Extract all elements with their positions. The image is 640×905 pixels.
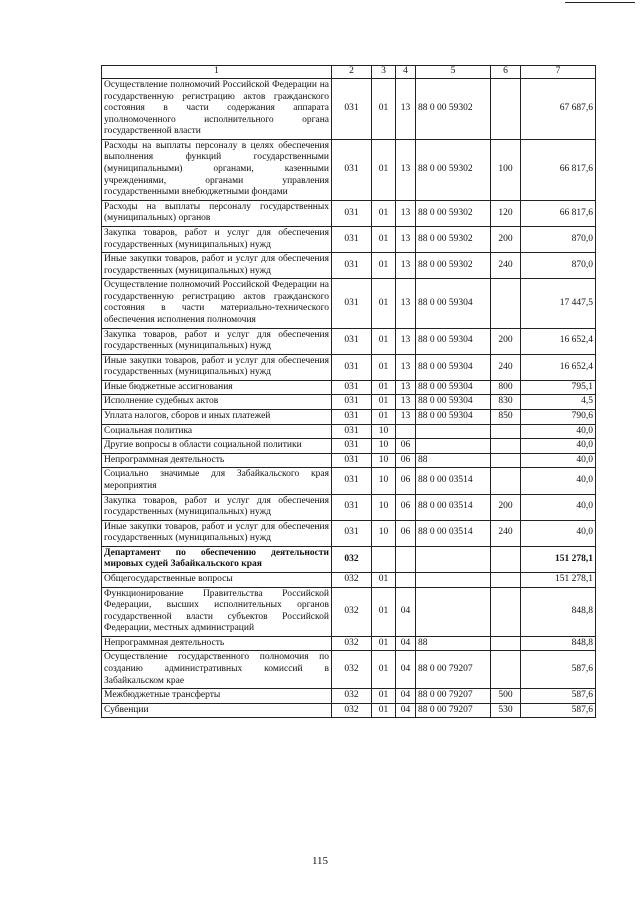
row-code-cell: 031 xyxy=(332,139,372,200)
row-subsection-cell: 13 xyxy=(396,279,416,328)
row-type-cell xyxy=(491,439,521,454)
row-type-cell xyxy=(491,79,521,140)
row-section-cell: 01 xyxy=(372,651,396,689)
row-name-cell: Расходы на выплаты персоналу государственных (муниципальных) органов xyxy=(102,200,332,226)
row-name-cell: Непрограммная деятельность xyxy=(102,453,332,468)
row-subsection-cell xyxy=(396,424,416,439)
table-row xyxy=(102,200,596,226)
row-type-cell: 200 xyxy=(491,226,521,252)
table-row xyxy=(102,279,596,328)
row-code-cell: 031 xyxy=(332,380,372,395)
row-target-cell: 88 0 00 59304 xyxy=(416,410,491,425)
row-subsection-cell: 06 xyxy=(396,520,416,546)
row-subsection-cell xyxy=(396,546,416,572)
row-amount-cell: 795,1 xyxy=(521,380,596,395)
row-amount-cell: 17 447,5 xyxy=(521,279,596,328)
row-target-cell: 88 0 00 79207 xyxy=(416,651,491,689)
row-amount-cell: 40,0 xyxy=(521,494,596,520)
row-amount-cell: 4,5 xyxy=(521,395,596,410)
row-amount-cell: 870,0 xyxy=(521,253,596,279)
budget-table xyxy=(101,65,596,718)
row-code-cell: 031 xyxy=(332,439,372,454)
row-target-cell: 88 0 00 79207 xyxy=(416,703,491,718)
table-row xyxy=(102,468,596,494)
row-amount-cell: 40,0 xyxy=(521,453,596,468)
row-target-cell xyxy=(416,572,491,587)
header-cell-6: 6 xyxy=(491,66,521,79)
row-target-cell xyxy=(416,424,491,439)
row-section-cell: 01 xyxy=(372,354,396,380)
row-target-cell xyxy=(416,587,491,636)
row-type-cell xyxy=(491,651,521,689)
row-name-cell: Осуществление полномочий Российской Федерации на государственную регистрацию актов гражданского состояния в части материально-технического обеспечения исполнения полномочия xyxy=(102,279,332,328)
row-name-cell: Закупка товаров, работ и услуг для обеспечения государственных (муниципальных) нужд xyxy=(102,226,332,252)
row-target-cell: 88 0 00 59304 xyxy=(416,380,491,395)
row-name-cell: Иные бюджетные ассигнования xyxy=(102,380,332,395)
row-subsection-cell xyxy=(396,572,416,587)
row-subsection-cell: 13 xyxy=(396,380,416,395)
row-subsection-cell: 06 xyxy=(396,453,416,468)
row-code-cell: 031 xyxy=(332,453,372,468)
row-code-cell: 031 xyxy=(332,79,372,140)
row-subsection-cell: 04 xyxy=(396,689,416,704)
row-code-cell: 031 xyxy=(332,200,372,226)
row-code-cell: 031 xyxy=(332,354,372,380)
row-subsection-cell: 06 xyxy=(396,439,416,454)
row-code-cell: 031 xyxy=(332,253,372,279)
row-name-cell: Иные закупки товаров, работ и услуг для обеспечения государственных (муниципальных) нужд xyxy=(102,354,332,380)
row-section-cell: 10 xyxy=(372,439,396,454)
row-amount-cell: 848,8 xyxy=(521,587,596,636)
row-type-cell: 530 xyxy=(491,703,521,718)
row-type-cell: 200 xyxy=(491,494,521,520)
row-code-cell: 031 xyxy=(332,410,372,425)
row-amount-cell: 587,6 xyxy=(521,651,596,689)
row-type-cell: 830 xyxy=(491,395,521,410)
row-type-cell xyxy=(491,424,521,439)
table-row xyxy=(102,572,596,587)
table-row xyxy=(102,703,596,718)
row-amount-cell: 66 817,6 xyxy=(521,139,596,200)
row-subsection-cell: 04 xyxy=(396,636,416,651)
row-code-cell: 032 xyxy=(332,636,372,651)
row-amount-cell: 67 687,6 xyxy=(521,79,596,140)
row-section-cell: 10 xyxy=(372,494,396,520)
row-amount-cell: 848,8 xyxy=(521,636,596,651)
row-target-cell xyxy=(416,546,491,572)
row-name-cell: Осуществление государственного полномочия по созданию административных комиссий в Забайкальском крае xyxy=(102,651,332,689)
row-target-cell: 88 0 00 59304 xyxy=(416,328,491,354)
row-section-cell xyxy=(372,546,396,572)
row-type-cell: 800 xyxy=(491,380,521,395)
table-row xyxy=(102,439,596,454)
row-section-cell: 01 xyxy=(372,79,396,140)
row-section-cell: 01 xyxy=(372,703,396,718)
row-target-cell: 88 xyxy=(416,453,491,468)
header-cell-2: 2 xyxy=(332,66,372,79)
table-row xyxy=(102,587,596,636)
row-subsection-cell: 06 xyxy=(396,494,416,520)
table-row xyxy=(102,520,596,546)
table-row xyxy=(102,651,596,689)
header-cell-7: 7 xyxy=(521,66,596,79)
row-name-cell: Осуществление полномочий Российской Федерации на государственную регистрацию актов гражданского состояния в части содержания аппарата уполномоченного исполнительного органа государственной власти xyxy=(102,79,332,140)
row-name-cell: Социально значимые для Забайкальского края мероприятия xyxy=(102,468,332,494)
table-row xyxy=(102,689,596,704)
row-code-cell: 032 xyxy=(332,572,372,587)
row-name-cell: Непрограммная деятельность xyxy=(102,636,332,651)
row-type-cell: 240 xyxy=(491,520,521,546)
row-name-cell: Закупка товаров, работ и услуг для обеспечения государственных (муниципальных) нужд xyxy=(102,494,332,520)
row-section-cell: 01 xyxy=(372,328,396,354)
row-section-cell: 01 xyxy=(372,636,396,651)
row-code-cell: 032 xyxy=(332,587,372,636)
row-target-cell: 88 0 00 59302 xyxy=(416,226,491,252)
row-section-cell: 01 xyxy=(372,380,396,395)
row-type-cell: 100 xyxy=(491,139,521,200)
row-type-cell: 500 xyxy=(491,689,521,704)
row-code-cell: 031 xyxy=(332,328,372,354)
row-type-cell: 120 xyxy=(491,200,521,226)
table-row xyxy=(102,328,596,354)
row-target-cell: 88 xyxy=(416,636,491,651)
row-type-cell: 240 xyxy=(491,253,521,279)
row-code-cell: 031 xyxy=(332,468,372,494)
row-name-cell: Межбюджетные трансферты xyxy=(102,689,332,704)
row-section-cell: 01 xyxy=(372,200,396,226)
row-name-cell: Общегосударственные вопросы xyxy=(102,572,332,587)
row-section-cell: 10 xyxy=(372,424,396,439)
row-section-cell: 01 xyxy=(372,410,396,425)
row-type-cell xyxy=(491,546,521,572)
row-target-cell: 88 0 00 59304 xyxy=(416,395,491,410)
row-amount-cell: 587,6 xyxy=(521,703,596,718)
table-row xyxy=(102,410,596,425)
row-section-cell: 10 xyxy=(372,453,396,468)
row-amount-cell: 40,0 xyxy=(521,468,596,494)
table-row xyxy=(102,139,596,200)
table-row xyxy=(102,395,596,410)
row-target-cell xyxy=(416,439,491,454)
row-target-cell: 88 0 00 03514 xyxy=(416,494,491,520)
row-name-cell: Субвенции xyxy=(102,703,332,718)
row-section-cell: 01 xyxy=(372,395,396,410)
row-subsection-cell: 04 xyxy=(396,651,416,689)
row-section-cell: 01 xyxy=(372,279,396,328)
row-amount-cell: 40,0 xyxy=(521,424,596,439)
row-target-cell: 88 0 00 03514 xyxy=(416,520,491,546)
row-type-cell xyxy=(491,636,521,651)
row-target-cell: 88 0 00 59302 xyxy=(416,200,491,226)
table-row xyxy=(102,380,596,395)
row-section-cell: 01 xyxy=(372,587,396,636)
row-subsection-cell: 13 xyxy=(396,200,416,226)
row-code-cell: 032 xyxy=(332,689,372,704)
row-subsection-cell: 13 xyxy=(396,410,416,425)
row-amount-cell: 587,6 xyxy=(521,689,596,704)
row-subsection-cell: 13 xyxy=(396,354,416,380)
row-subsection-cell: 06 xyxy=(396,468,416,494)
row-name-cell: Социальная политика xyxy=(102,424,332,439)
row-amount-cell: 16 652,4 xyxy=(521,354,596,380)
row-name-cell: Закупка товаров, работ и услуг для обеспечения государственных (муниципальных) нужд xyxy=(102,328,332,354)
row-type-cell xyxy=(491,468,521,494)
row-name-cell: Расходы на выплаты персоналу в целях обеспечения выполнения функций государственными (муниципальными) органами, казенными учреждениями, органами управления государственными внебюджетными фондами xyxy=(102,139,332,200)
row-section-cell: 01 xyxy=(372,139,396,200)
row-code-cell: 032 xyxy=(332,546,372,572)
row-type-cell xyxy=(491,453,521,468)
table-row xyxy=(102,636,596,651)
row-name-cell: Уплата налогов, сборов и иных платежей xyxy=(102,410,332,425)
row-target-cell: 88 0 00 59302 xyxy=(416,253,491,279)
row-code-cell: 031 xyxy=(332,226,372,252)
row-section-cell: 10 xyxy=(372,520,396,546)
table-row xyxy=(102,79,596,140)
row-subsection-cell: 13 xyxy=(396,253,416,279)
table-row xyxy=(102,494,596,520)
row-type-cell: 850 xyxy=(491,410,521,425)
row-amount-cell: 40,0 xyxy=(521,439,596,454)
row-name-cell: Другие вопросы в области социальной политики xyxy=(102,439,332,454)
row-subsection-cell: 13 xyxy=(396,226,416,252)
row-amount-cell: 870,0 xyxy=(521,226,596,252)
row-code-cell: 031 xyxy=(332,279,372,328)
row-code-cell: 032 xyxy=(332,703,372,718)
row-type-cell: 240 xyxy=(491,354,521,380)
row-name-cell: Департамент по обеспечению деятельности мировых судей Забайкальского края xyxy=(102,546,332,572)
header-cell-4: 4 xyxy=(396,66,416,79)
row-subsection-cell: 04 xyxy=(396,703,416,718)
table-row xyxy=(102,226,596,252)
table-row xyxy=(102,424,596,439)
row-target-cell: 88 0 00 59304 xyxy=(416,279,491,328)
header-row xyxy=(102,66,596,79)
row-target-cell: 88 0 00 03514 xyxy=(416,468,491,494)
row-code-cell: 031 xyxy=(332,520,372,546)
row-type-cell: 200 xyxy=(491,328,521,354)
row-section-cell: 01 xyxy=(372,253,396,279)
table-row xyxy=(102,253,596,279)
header-cell-5: 5 xyxy=(416,66,491,79)
row-section-cell: 01 xyxy=(372,689,396,704)
row-target-cell: 88 0 00 59302 xyxy=(416,79,491,140)
row-name-cell: Функционирование Правительства Российской Федерации, высших исполнительных органов государственной власти субъектов Российской Федерации, местных администраций xyxy=(102,587,332,636)
table-row xyxy=(102,354,596,380)
row-amount-cell: 66 817,6 xyxy=(521,200,596,226)
row-type-cell xyxy=(491,572,521,587)
row-name-cell: Иные закупки товаров, работ и услуг для обеспечения государственных (муниципальных) нужд xyxy=(102,520,332,546)
table-row xyxy=(102,546,596,572)
row-name-cell: Иные закупки товаров, работ и услуг для обеспечения государственных (муниципальных) нужд xyxy=(102,253,332,279)
row-code-cell: 031 xyxy=(332,424,372,439)
row-type-cell xyxy=(491,587,521,636)
row-subsection-cell: 13 xyxy=(396,139,416,200)
row-target-cell: 88 0 00 59304 xyxy=(416,354,491,380)
row-type-cell xyxy=(491,279,521,328)
page-number: 115 xyxy=(311,855,329,867)
row-section-cell: 10 xyxy=(372,468,396,494)
row-amount-cell: 790,6 xyxy=(521,410,596,425)
row-subsection-cell: 13 xyxy=(396,79,416,140)
row-amount-cell: 151 278,1 xyxy=(521,572,596,587)
header-cell-3: 3 xyxy=(372,66,396,79)
row-code-cell: 031 xyxy=(332,395,372,410)
row-section-cell: 01 xyxy=(372,572,396,587)
row-target-cell: 88 0 00 59302 xyxy=(416,139,491,200)
row-subsection-cell: 13 xyxy=(396,328,416,354)
row-amount-cell: 151 278,1 xyxy=(521,546,596,572)
row-target-cell: 88 0 00 79207 xyxy=(416,689,491,704)
table-row xyxy=(102,453,596,468)
row-subsection-cell: 04 xyxy=(396,587,416,636)
row-subsection-cell: 13 xyxy=(396,395,416,410)
row-section-cell: 01 xyxy=(372,226,396,252)
top-edge-line xyxy=(565,2,635,3)
row-code-cell: 031 xyxy=(332,494,372,520)
row-amount-cell: 40,0 xyxy=(521,520,596,546)
row-amount-cell: 16 652,4 xyxy=(521,328,596,354)
row-name-cell: Исполнение судебных актов xyxy=(102,395,332,410)
row-code-cell: 032 xyxy=(332,651,372,689)
header-cell-1: 1 xyxy=(102,66,332,79)
